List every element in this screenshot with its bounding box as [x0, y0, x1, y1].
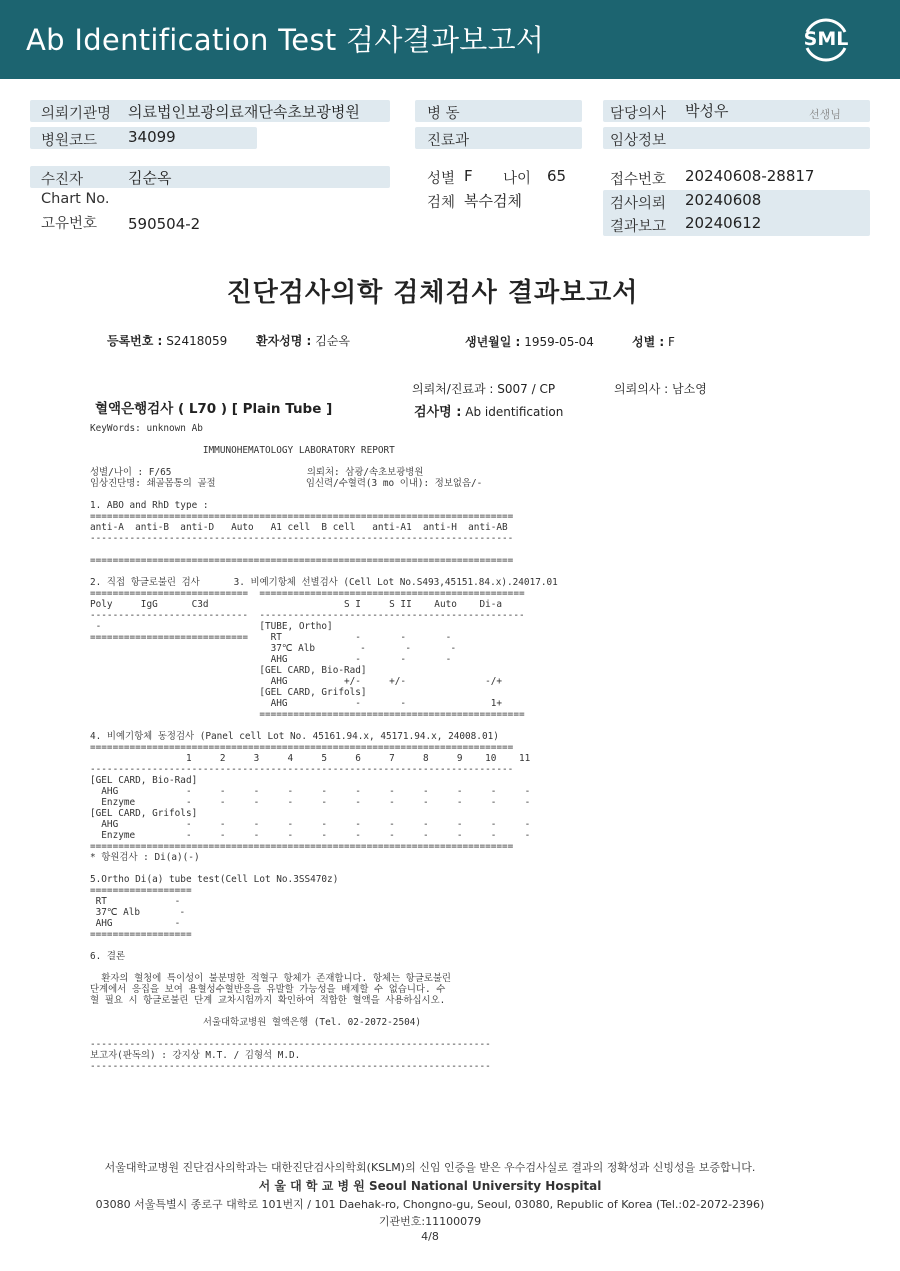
patient-name-value: 김순옥: [315, 334, 350, 348]
unique-no-value: 590504-2: [128, 215, 201, 233]
receipt-value: 20240608-28817: [685, 167, 815, 185]
test-name-value: Ab identification: [465, 405, 564, 419]
doctor-label: 담당의사: [610, 106, 667, 122]
registration-label: 등록번호 :: [107, 334, 163, 348]
report-sex-label: 성별 :: [632, 335, 665, 349]
requester-doctor: 의뢰의사 : 남소영: [614, 382, 707, 396]
footer-institution-no: 기관번호:11100079: [378, 1215, 482, 1228]
request-label: 검사의뢰: [610, 196, 667, 212]
patient-name-label: 환자성명 :: [256, 334, 312, 348]
sex-value: F: [464, 167, 473, 185]
test-name-field: [414, 401, 563, 420]
footer-certification: 서울대학교병원 진단검사의학과는 대한진단검사의학회(KSLM)의 신임 인증을 받은 우수검사실로 결과의 정확성과 신빙성을 보증합니다.: [104, 1161, 756, 1174]
footer-address: 03080 서울특별시 종로구 대학로 101번지 / 101 Daehak-ro, Chongno-gu, Seoul, 03080, Republic of Korea (Tel.:02-2072-2396): [95, 1198, 765, 1211]
report-date-value: 20240612: [685, 214, 762, 232]
unique-no-label: 고유번호: [41, 216, 98, 232]
dob-label: 생년월일 :: [465, 335, 521, 349]
specimen-value: 복수검체: [464, 192, 522, 210]
receipt-label: 접수번호: [610, 172, 667, 188]
report-date-label: 결과보고: [610, 219, 667, 235]
report-title: 진단검사의학 검체검사 결과보고서: [226, 278, 639, 308]
registration-field: [107, 332, 227, 349]
hospital-code-value: 34099: [128, 128, 176, 146]
patient-label: 수진자: [41, 172, 84, 188]
report-sex-field: [632, 333, 675, 350]
registration-value: S2418059: [166, 334, 228, 348]
footer-hospital-name: 서 울 대 학 교 병 원 Seoul National University Hospital: [258, 1179, 602, 1193]
page-number: 4/8: [421, 1230, 439, 1243]
age-label: 나이: [503, 171, 532, 187]
dob-value: 1959-05-04: [524, 335, 594, 349]
header-band: [0, 0, 900, 79]
doctor-value: 박성우: [685, 102, 729, 120]
sml-logo: [799, 12, 853, 66]
test-name-label: 검사명 :: [414, 405, 462, 420]
dept-label: 진료과: [427, 133, 470, 149]
sex-label: 성별: [427, 171, 456, 187]
patient-row-bg: [30, 166, 390, 188]
doctor-suffix: 선생님: [809, 108, 841, 121]
age-value: 65: [547, 167, 567, 185]
ward-label: 병 동: [427, 106, 460, 122]
request-value: 20240608: [685, 191, 762, 209]
hospital-code-label: 병원코드: [41, 133, 98, 149]
test-header: 혈액은행검사 ( L70 ) [ Plain Tube ]: [95, 401, 333, 417]
page-title: Ab Identification Test 검사결과보고서: [26, 23, 545, 57]
institution-value: 의료법인보광의료재단속초보광병원: [128, 103, 360, 121]
requester-dept: 의뢰처/진료과 : S007 / CP: [412, 382, 556, 396]
patient-value: 김순옥: [128, 169, 172, 187]
patient-name-field: [256, 332, 350, 349]
logo-text: SML: [803, 28, 849, 50]
report-sex-value: F: [668, 335, 675, 349]
institution-label: 의뢰기관명: [41, 106, 112, 122]
dob-field: [465, 333, 594, 350]
lab-report-body: KeyWords: unknown Ab IMMUNOHEMATOLOGY LABORATORY REPORT 성별/나이 : F/65 의뢰처: 삼광/속초보광병원 임상진단명: 쇄골몸통의 골절 임신력/수혈력(3 mo 이내): 정보없음/- 1. ABO and RhD type : =========================================================================== anti-A anti-B anti-D Auto A1 cell B cell anti-A1 anti-H anti-AB --------------------------------------------------------------------------- =========================================================================== 2. 직접 항글로불린 검사 3. 비예기항체 선별검사 (Cell Lot No.S493,45151.84.x).24017.01 ============================ =============================================== Poly IgG C3d S I S II Auto Di-a ---------------------------- ----------------------------------------------- - [TUBE, Ortho] ============================ RT - - - 37℃ Alb - - - AHG - - - [GEL CARD, Bio-Rad] AHG +/- +/- -/+ [GEL CARD, Grifols] AHG - - 1+ =============================================== 4. 비예기항체 동정검사 (Panel cell Lot No. 45161.94.x, 45171.94.x, 24008.01) =========================================================================== 1 2 3 4 5 6 7 8 9 10 11 --------------------------------------------------------------------------- [GEL CARD, Bio-Rad] AHG - - - - - - - - - - - Enzyme - - - - - - - - - - - [GEL CARD, Grifols] AHG - - - - - - - - - - - Enzyme - - - - - - - - - - - =========================================================================== * 항원검사 : Di(a)(-) 5.Ortho Di(a) tube test(Cell Lot No.3SS470z) ================== RT - 37℃ Alb - AHG - ================== 6. 결론 환자의 혈청에 특이성이 불분명한 적혈구 항체가 존재합니다. 항체는 항글로불린 단계에서 응집을 보여 용혈성수혈반응을 유발할 가능성을 배제할 수 없습니다. 수 혈 필요 시 항글로불린 단계 교차시험까지 확인하여 적합한 혈액을 사용하십시오. 서울대학교병원 혈액은행 (Tel. 02-2072-2504) ----------------------------------------------------------------------- 보고자(판독의) : 강지상 M.T. / 김형석 M.D. -----------------------------------------------------------------------: [90, 423, 558, 1072]
specimen-label: 검체: [427, 195, 456, 211]
chart-no-label: Chart No.: [41, 191, 110, 207]
clinical-label: 임상정보: [610, 133, 667, 149]
